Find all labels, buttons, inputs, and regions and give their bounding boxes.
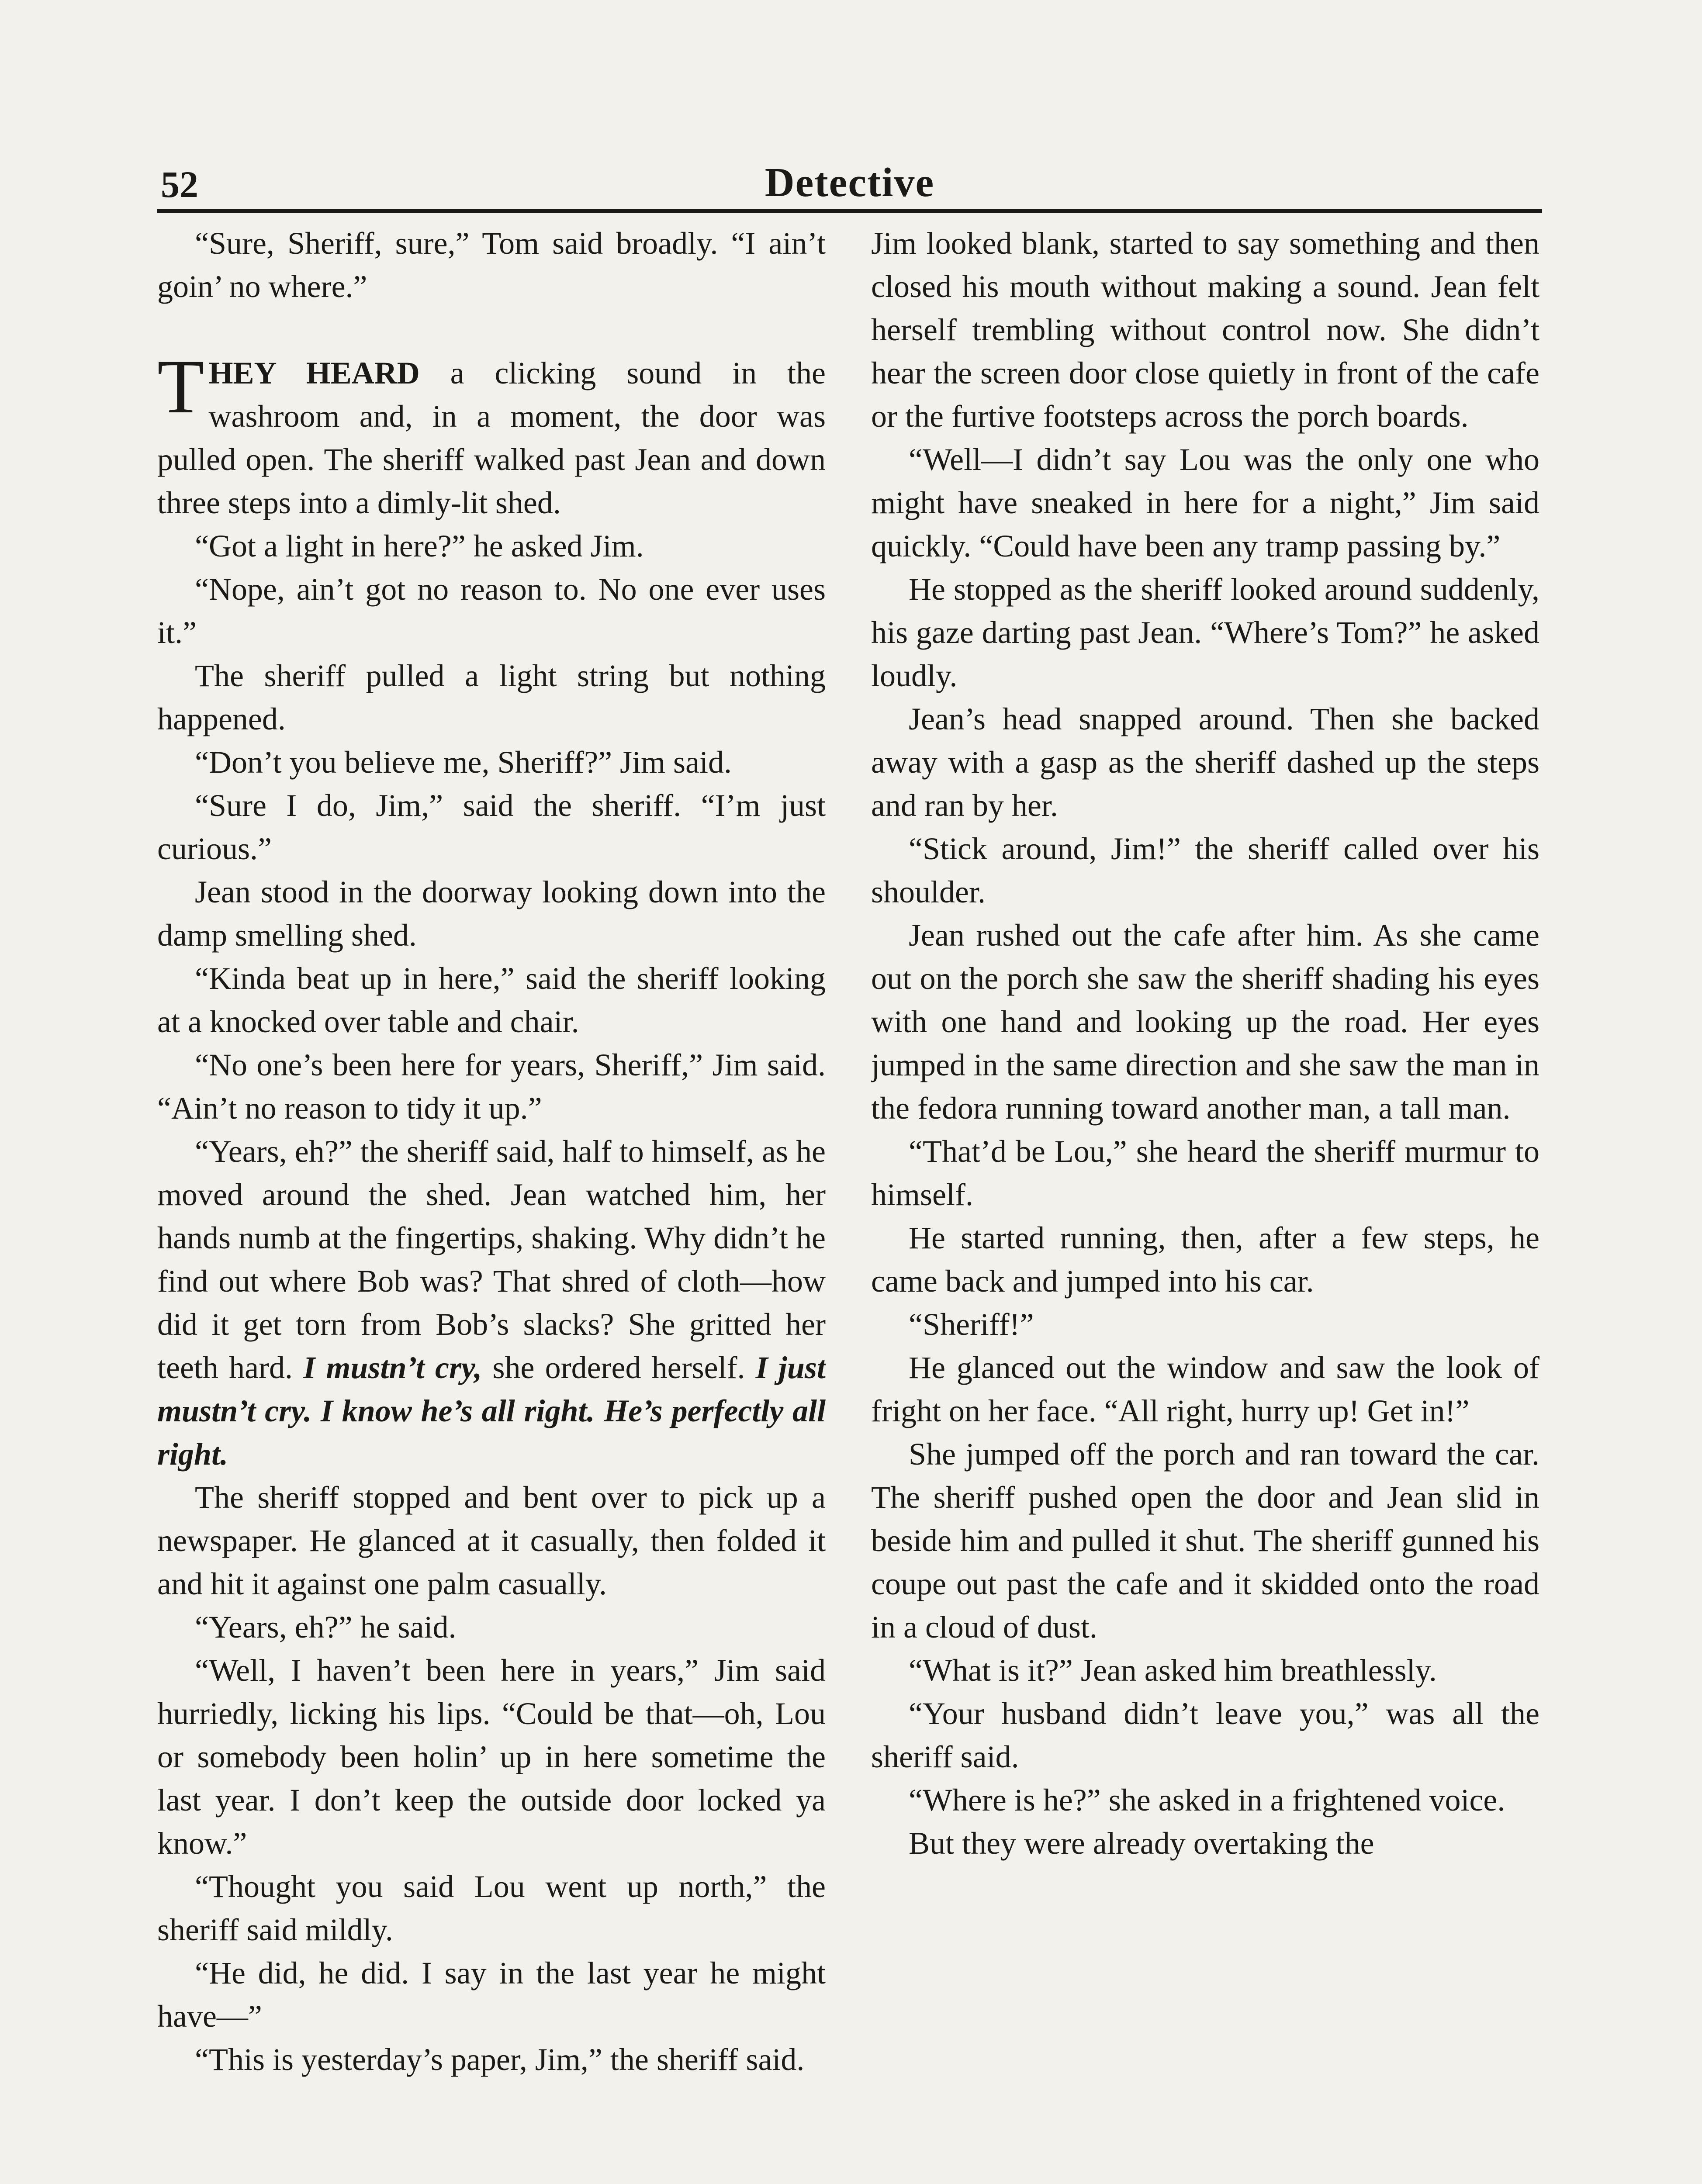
paragraph: “Years, eh?” he said. [195, 1610, 457, 1645]
right-column [871, 222, 1539, 2184]
paragraph: “Kinda beat up in here,” said the sheriff looking at a knocked over table and chair. [157, 961, 826, 1039]
paragraph-text: she ordered herself. [482, 1350, 756, 1385]
paragraph: “Got a light in here?” he asked Jim. [195, 529, 644, 563]
paragraph: “Well, I haven’t been here in years,” Jim said hurriedly, licking his lips. “Could be that—oh, Lou or somebody been holin’ up in here sometime the last year. I don’t keep the outside door locked ya know.” [157, 1653, 826, 1861]
paragraph: “Nope, ain’t got no reason to. No one ever uses it.” [157, 572, 826, 650]
page-number: 52 [161, 163, 198, 205]
lead-in: HEY HEARD [208, 356, 420, 390]
paragraph: “Sure I do, Jim,” said the sheriff. “I’m just curious.” [157, 788, 826, 866]
running-title: Detective [765, 160, 935, 205]
paragraph: “Your husband didn’t leave you,” was all the sheriff said. [871, 1696, 1539, 1774]
paragraph: The sheriff stopped and bent over to pick up a newspaper. He glanced at it casually, then folded it and hit it against one palm casually. [157, 1480, 826, 1601]
paragraph: “This is yesterday’s paper, Jim,” the sheriff said. [195, 2042, 805, 2077]
paragraph: “That’d be Lou,” she heard the sheriff murmur to himself. [871, 1134, 1539, 1212]
paragraph: “Stick around, Jim!” the sheriff called over his shoulder. [871, 831, 1539, 909]
paragraph: The sheriff pulled a light string but nothing happened. [157, 658, 826, 736]
paragraph: “Don’t you believe me, Sheriff?” Jim said. [195, 745, 732, 780]
paragraph: “Well—I didn’t say Lou was the only one who might have sneaked in here for a night,” Jim said quickly. “Could have been any tramp passing by.” [871, 442, 1539, 563]
paragraph: “What is it?” Jean asked him breathlessly. [909, 1653, 1437, 1688]
paragraph: Jean’s head snapped around. Then she backed away with a gasp as the sheriff dashed up the steps and ran by her. [871, 702, 1539, 823]
drop-cap: T [157, 344, 204, 429]
paragraph: He glanced out the window and saw the look of fright on her face. “All right, hurry up! Get in!” [871, 1350, 1539, 1428]
paragraph: Jean rushed out the cafe after him. As she came out on the porch she saw the sheriff shading his eyes with one hand and looking up the road. Her eyes jumped in the same direction and she saw the man in the fedora running toward another man, a tall man. [871, 918, 1539, 1126]
paragraph: “Sheriff!” [909, 1307, 1034, 1342]
paragraph: He stopped as the sheriff looked around suddenly, his gaze darting past Jean. “Where’s Tom?” he asked loudly. [871, 572, 1539, 693]
paragraph: “No one’s been here for years, Sheriff,” Jim said. “Ain’t no reason to tidy it up.” [157, 1047, 826, 1126]
paragraph: “Where is he?” she asked in a frightened voice. [909, 1783, 1505, 1818]
header-rule [157, 209, 1542, 213]
paragraph: Jean stood in the doorway looking down into the damp smelling shed. [157, 874, 826, 953]
paragraph-with-italics [157, 1130, 826, 1476]
paragraph-text: “Years, eh?” the sheriff said, half to himself, as he moved around the shed. Jean watched him, her hands numb at the fingertips, shaking. Why didn’t he find out where Bob was? That shred of cloth—how did it get torn from Bob’s slacks? She gritted her teeth hard. [157, 1134, 826, 1385]
italic-thought: I mustn’t cry, [303, 1350, 482, 1385]
page-header [157, 156, 1542, 208]
paragraph: He started running, then, after a few steps, he came back and jumped into his car. [871, 1220, 1539, 1299]
paragraph: “Thought you said Lou went up north,” the sheriff said mildly. [157, 1869, 826, 1947]
paragraph-text: a clicking sound in the washroom and, in a moment, the door was pulled open. The sheriff walked past Jean and down three steps into a dimly-lit shed. [157, 356, 826, 520]
left-column [157, 222, 826, 2184]
paragraph: But they were already overtaking the [909, 1826, 1374, 1861]
italic-thought: I just mustn’t cry. I know he’s all right. He’s perfectly all right. [157, 1350, 826, 1472]
paragraph: Jim looked blank, started to say something and then closed his mouth without making a sound. Jean felt herself trembling without control now. She didn’t hear the screen door close quietly in front of the cafe or the furtive footsteps across the porch boards. [871, 226, 1539, 434]
paragraph: “He did, he did. I say in the last year he might have—” [157, 1956, 826, 2034]
paragraph: “Sure, Sheriff, sure,” Tom said broadly. “I ain’t goin’ no where.” [157, 226, 826, 304]
section-opening-paragraph [157, 344, 826, 525]
paragraph: She jumped off the porch and ran toward the car. The sheriff pushed open the door and Jean slid in beside him and pulled it shut. The sheriff gunned his coupe out past the cafe and it skidded onto the road in a cloud of dust. [871, 1437, 1539, 1645]
